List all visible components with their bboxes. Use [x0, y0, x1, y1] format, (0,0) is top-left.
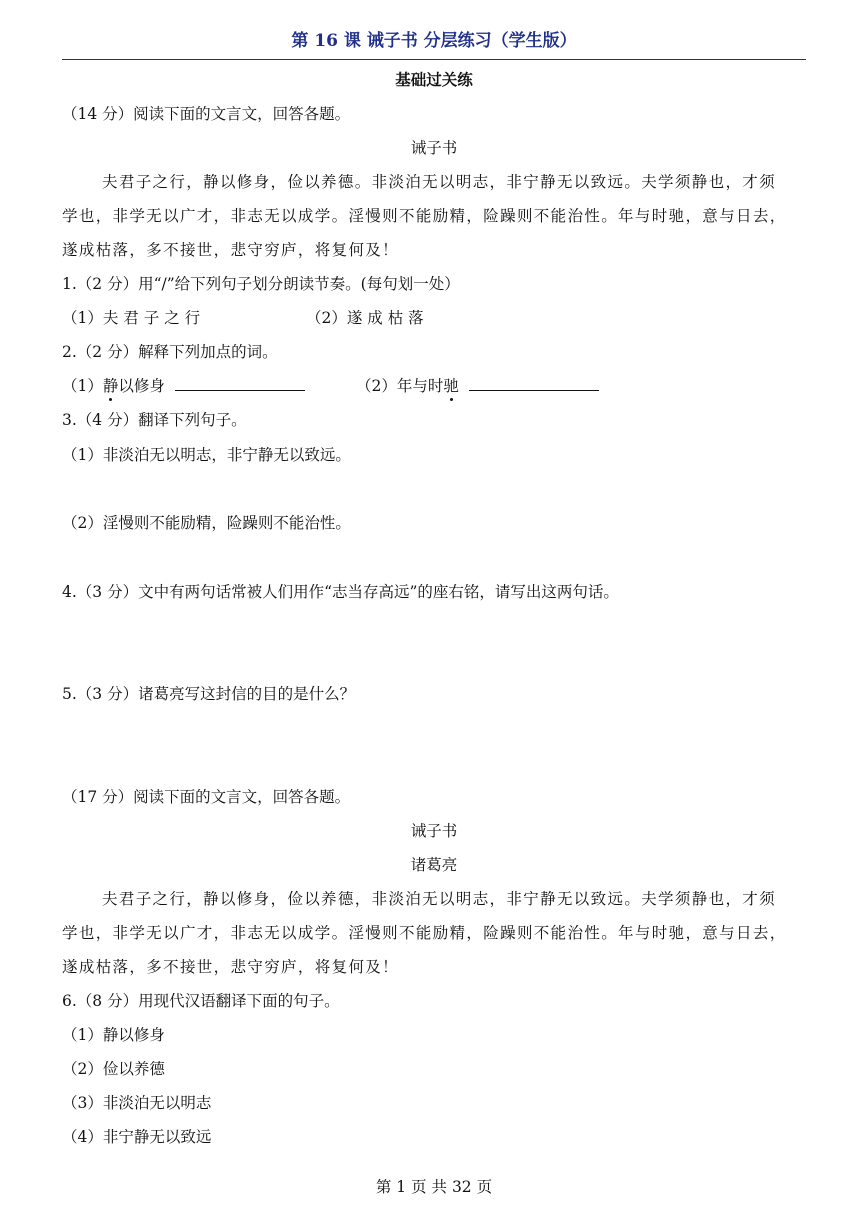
part2-passage-title: 诫子书	[410, 822, 458, 840]
question-2-item-1-prefix: （1）	[62, 377, 103, 395]
question-4-stem: 4.（3 分）文中有两句话常被人们用作“志当存高远”的座右铭，请写出这两句话。	[62, 583, 619, 601]
part1-passage-title: 诫子书	[410, 139, 458, 157]
question-3-item-1: （1）非淡泊无以明志，非宁静无以致远。	[62, 446, 351, 464]
question-2-item-1-rest: 以修身	[118, 377, 165, 395]
part2-intro: （17 分）阅读下面的文言文，回答各题。	[62, 788, 351, 806]
question-1-stem: 1.（2 分）用“/”给下列句子划分朗读节奏。(每句划一处）	[62, 275, 460, 293]
question-1-item-2: （2）遂 成 枯 落	[306, 309, 424, 327]
part1-passage-line: 遂成枯落，多不接世，悲守穷庐，将复何及！	[62, 241, 400, 259]
question-2-stem: 2.（2 分）解释下列加点的词。	[62, 343, 278, 361]
header-divider	[62, 59, 806, 60]
part1-intro: （14 分）阅读下面的文言文，回答各题。	[62, 105, 351, 123]
question-2-item-2	[356, 376, 599, 396]
part2-passage-line: 夫君子之行，静以修身，俭以养德，非淡泊无以明志，非宁静无以致远。夫学须静也，才须	[102, 890, 777, 908]
part1-passage-line: 夫君子之行，静以修身，俭以养德。非淡泊无以明志，非宁静无以致远。夫学须静也，才须	[102, 173, 777, 191]
question-5-stem: 5.（3 分）诸葛亮写这封信的目的是什么？	[62, 685, 356, 703]
part2-passage-line: 遂成枯落，多不接世，悲守穷庐，将复何及！	[62, 958, 400, 976]
answer-blank[interactable]	[469, 390, 599, 391]
question-2-item-2-prefix: （2）年与时	[356, 377, 444, 395]
page-number-footer: 第 1 页 共 32 页	[375, 1178, 493, 1196]
dotted-character: 静	[102, 377, 119, 395]
question-6-item: （4）非宁静无以致远	[62, 1128, 212, 1146]
part2-passage-line: 学也，非学无以广才，非志无以成学。淫慢则不能励精，险躁则不能治性。年与时驰，意与日去，	[62, 924, 787, 942]
question-3-stem: 3.（4 分）翻译下列句子。	[62, 411, 247, 429]
question-2-item-1	[62, 376, 305, 396]
document-header-title: 第 16 课 诫子书 分层练习（学生版）	[291, 31, 577, 51]
question-1-item-1: （1）夫 君 子 之 行	[62, 309, 201, 327]
question-3-item-2: （2）淫慢则不能励精，险躁则不能治性。	[62, 514, 351, 532]
question-6-item: （3）非淡泊无以明志	[62, 1094, 212, 1112]
question-6-stem: 6.（8 分）用现代汉语翻译下面的句子。	[62, 992, 340, 1010]
part1-passage-line: 学也，非学无以广才，非志无以成学。淫慢则不能励精，险躁则不能治性。年与时驰，意与日去，	[62, 207, 787, 225]
answer-blank[interactable]	[175, 390, 305, 391]
dotted-character: 驰	[443, 377, 459, 395]
section-title: 基础过关练	[395, 70, 473, 89]
question-6-item: （2）俭以养德	[62, 1060, 165, 1078]
question-6-item: （1）静以修身	[62, 1026, 165, 1044]
part2-passage-author: 诸葛亮	[410, 856, 458, 874]
